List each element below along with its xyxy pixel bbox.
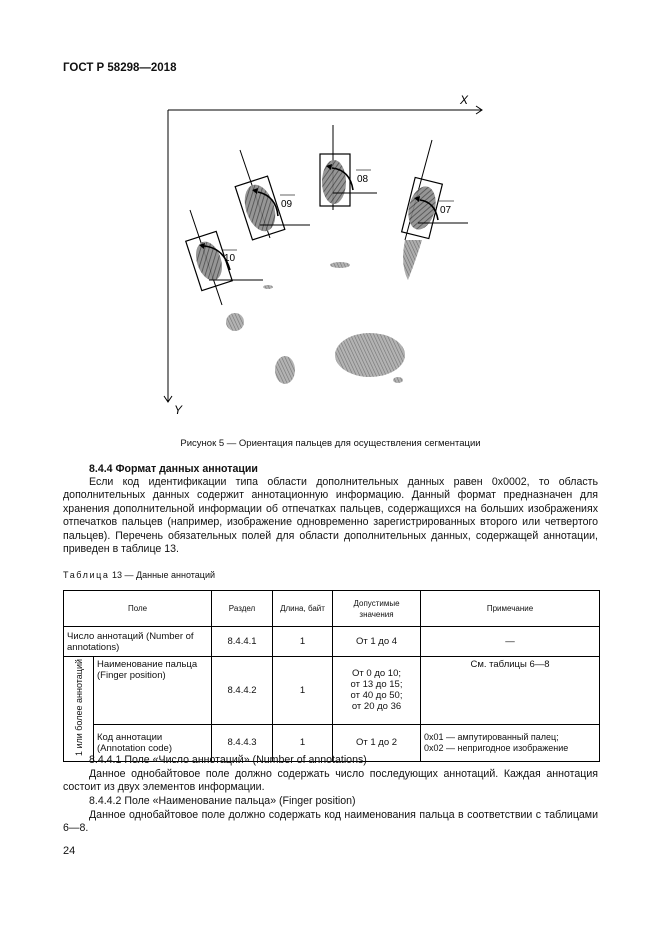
table-header-row bbox=[64, 591, 600, 627]
axis-y-label: Y bbox=[174, 403, 183, 417]
finger-orientation-figure bbox=[160, 90, 500, 420]
label-10: 10 bbox=[224, 253, 236, 264]
table-caption-rest: 13 — Данные аннотаций bbox=[109, 570, 216, 580]
subsection-title-2: 8.4.4.2 Поле «Наименование пальца» (Finger position) bbox=[89, 795, 356, 807]
header-allowed: Допустимые значения bbox=[333, 591, 421, 627]
section-body: Если код идентификации типа области дополнительных данных равен 0x0002, то область дополнительных данных содержит аннотационную информацию. Данный формат предназначен для хранения дополнительной информации об отпечатках пальцев, содержащихся на больших изображениях отпечатков пальцев (например, изображение одновременно зарегистрированных второго или четвертого пальцев). Перечень обязательных полей для области дополнительных данных, содержащей аннотации, приведен в таблице 13. bbox=[63, 476, 598, 556]
table-row: 1 или более аннотаций Наименование пальца (Finger position) 8.4.4.2 1 От 0 до 10; от 13 до 15; от 40 до 50; от 20 до 36 См. таблицы 6—8 bbox=[64, 657, 600, 725]
table-caption-prefix: Таблица bbox=[63, 570, 110, 580]
annotation-data-table bbox=[63, 590, 600, 762]
figure-caption: Рисунок 5 — Ориентация пальцев для осуществления сегментации bbox=[180, 438, 481, 449]
section-title: 8.4.4 Формат данных аннотации bbox=[89, 463, 258, 475]
finger-07 bbox=[402, 140, 468, 280]
subsection-body-2: Данное однобайтовое поле должно содержать код наименования пальца в соответствии с таблицами 6—8. bbox=[63, 809, 598, 835]
label-08: 08 bbox=[357, 174, 369, 185]
header-section: Раздел bbox=[212, 591, 273, 627]
table-row: Число аннотаций (Number of annotations) 8.4.4.1 1 От 1 до 4 — bbox=[64, 627, 600, 657]
header-note: Примечание bbox=[421, 591, 600, 627]
page-number: 24 bbox=[63, 845, 76, 857]
label-07: 07 bbox=[440, 205, 452, 216]
finger-10 bbox=[186, 210, 263, 305]
table-row: Код аннотации (Annotation code) 8.4.4.3 1 От 1 до 2 0x01 — ампутированный палец; 0x02 — непригодное изображение bbox=[64, 724, 600, 761]
header-length: Длина, байт bbox=[273, 591, 333, 627]
table-caption bbox=[63, 570, 215, 580]
label-09: 09 bbox=[281, 199, 293, 210]
document-header: ГОСТ Р 58298—2018 bbox=[63, 62, 177, 74]
header-field: Поле bbox=[64, 591, 212, 627]
subsection-title-1: 8.4.4.1 Поле «Число аннотаций» (Number of annotations) bbox=[89, 754, 367, 766]
group-label-cell: 1 или более аннотаций bbox=[64, 657, 94, 762]
subsection-body-1: Данное однобайтовое поле должно содержать число последующих аннотаций. Каждая аннотация состоит из двух элементов информации. bbox=[63, 768, 598, 794]
finger-09 bbox=[235, 150, 310, 240]
axis-x-label: X bbox=[460, 93, 469, 107]
finger-08 bbox=[320, 125, 377, 210]
